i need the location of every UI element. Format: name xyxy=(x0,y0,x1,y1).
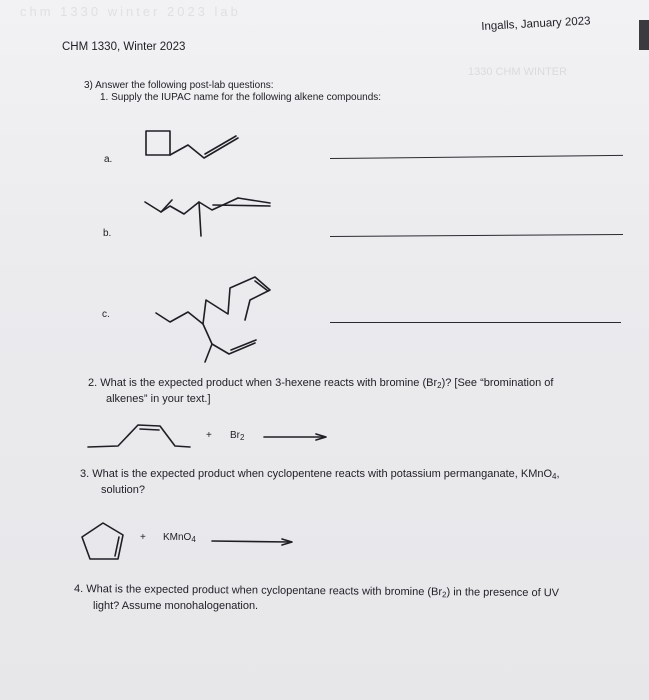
label-a: a. xyxy=(104,154,113,165)
structure-a xyxy=(146,131,238,158)
bleed-through-stamp: 1330 CHM WINTER xyxy=(468,66,568,78)
question-3-line-1 xyxy=(80,468,560,481)
question-3-line-2: solution? xyxy=(101,484,146,496)
reagent-bromine-symbol: Br xyxy=(230,430,240,441)
instructor-date-header: Ingalls, January 2023 xyxy=(481,15,591,33)
bleed-through-text: chm 1330 winter 2023 lab xyxy=(20,4,241,19)
question-3-text-end: , xyxy=(556,468,560,480)
section-heading: 3) Answer the following post-lab questions: xyxy=(84,80,274,91)
reaction-arrow-q2 xyxy=(264,434,326,440)
question-3-text: 3. What is the expected product when cyclopentene reacts with potassium permanganate, KMnO xyxy=(80,468,553,480)
label-b: b. xyxy=(103,228,112,239)
reagent-kmno4-subscript: 4 xyxy=(191,535,196,544)
label-c: c. xyxy=(102,309,110,320)
plus-sign-q3: + xyxy=(140,532,146,543)
question-4-text: 4. What is the expected product when cyclopentane reacts with bromine (Br xyxy=(73,583,443,599)
question-4-line-2: light? Assume monohalogenation. xyxy=(93,600,259,612)
plus-sign-q2: + xyxy=(206,430,212,441)
question-2-line-2: alkenes” in your text.] xyxy=(106,393,211,405)
question-2-text-end: )? [See “bromination of xyxy=(441,377,554,389)
question-4-text-end: ) in the presence of UV xyxy=(446,586,560,600)
structure-b xyxy=(145,198,270,236)
reagent-kmno4-symbol: KMnO xyxy=(163,532,192,543)
structure-cyclopentene xyxy=(82,523,123,559)
question-1-text: 1. Supply the IUPAC name for the following alkene compounds: xyxy=(100,92,382,103)
question-4-subscript: 2 xyxy=(442,590,447,600)
course-header: CHM 1330, Winter 2023 xyxy=(62,41,186,53)
structure-3-hexene xyxy=(88,425,190,447)
reaction-arrow-q3 xyxy=(212,539,292,545)
structure-c xyxy=(156,277,270,362)
reagent-bromine xyxy=(230,430,244,442)
reagent-bromine-subscript: 2 xyxy=(240,433,245,442)
question-2-subscript: 2 xyxy=(437,381,442,390)
question-3-subscript: 4 xyxy=(552,472,557,481)
question-2-line-1 xyxy=(88,377,553,390)
reagent-kmno4 xyxy=(163,532,196,544)
question-2-text: 2. What is the expected product when 3-hexene reacts with bromine (Br xyxy=(88,377,438,389)
